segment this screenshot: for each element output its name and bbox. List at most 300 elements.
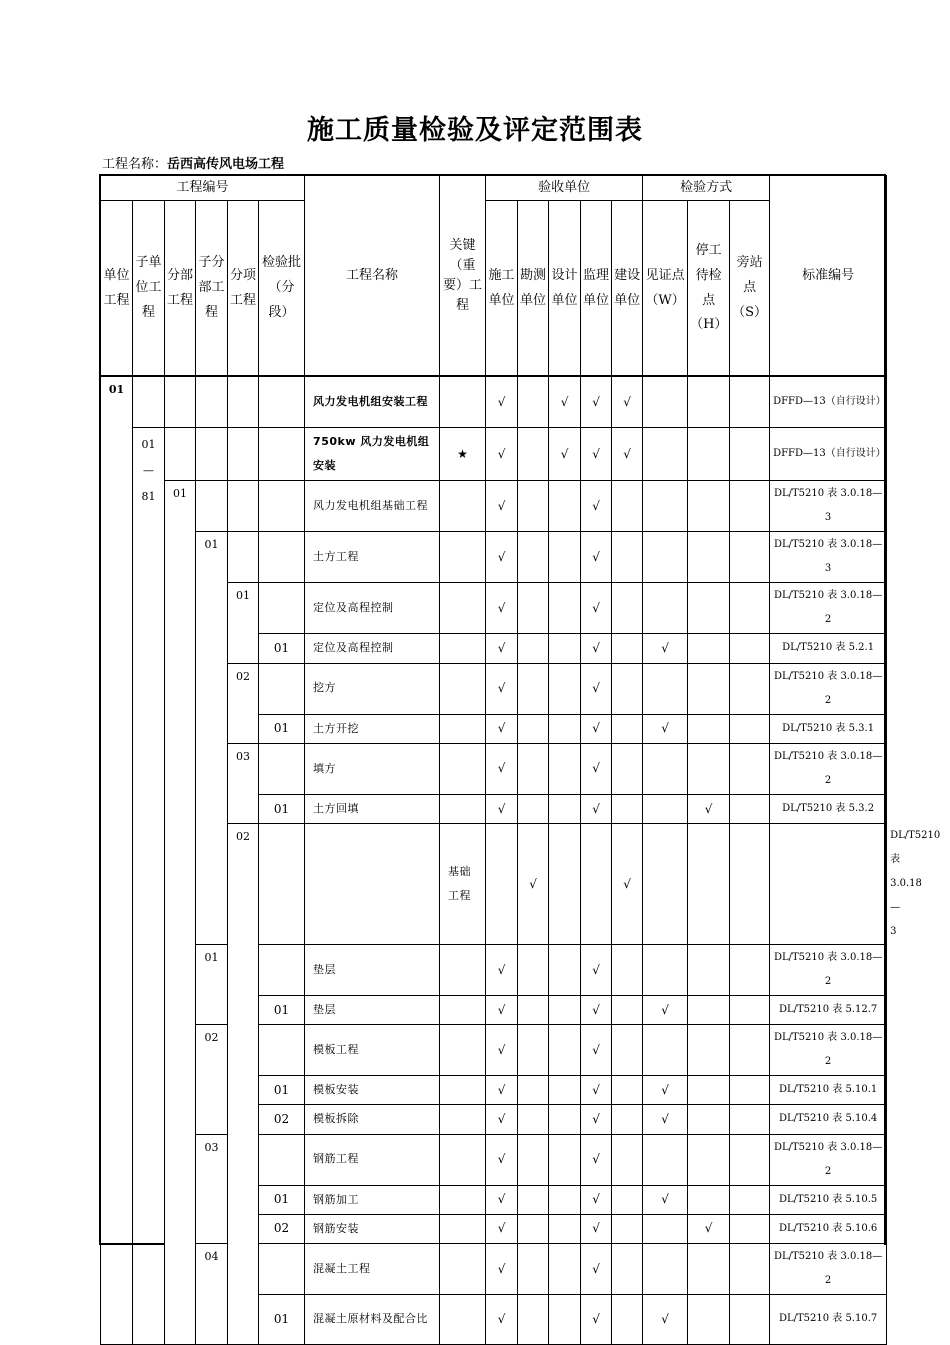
standard-cell: DL/T5210 表 5.12.7 (770, 995, 887, 1024)
empty-cell (259, 1134, 305, 1185)
item-code: 04 (196, 1243, 228, 1344)
check-mark: √ (486, 428, 518, 481)
header-batch: 检验批（分段） (259, 201, 305, 377)
item-code: 01 (196, 944, 228, 1024)
check-mark: √ (486, 1185, 518, 1214)
standard-cell: DL/T5210 表 3.0.18—3 (770, 481, 887, 532)
empty-cell (688, 428, 730, 481)
check-mark: √ (486, 995, 518, 1024)
empty-cell (730, 1105, 770, 1134)
empty-cell (518, 634, 549, 663)
empty-cell (518, 583, 549, 634)
project-name-cell: 风力发电机组基础工程 (305, 481, 440, 532)
empty-cell (612, 1076, 643, 1105)
check-mark: √ (486, 1025, 518, 1076)
check-mark: √ (612, 823, 643, 944)
empty-cell (730, 634, 770, 663)
header-witness: 见证点（W） (643, 201, 688, 377)
document-title: 施工质量检验及评定范围表 (307, 115, 643, 146)
empty-cell (688, 634, 730, 663)
project-name-cell: 模板工程 (305, 1025, 440, 1076)
header-row-1 (101, 176, 887, 201)
project-name-cell: 750kw 风力发电机组安装 (305, 428, 440, 481)
check-mark: √ (612, 428, 643, 481)
project-name-cell: 挖方 (305, 663, 440, 714)
empty-cell (730, 1243, 770, 1294)
empty-cell (612, 1294, 643, 1344)
witness-check: √ (643, 634, 688, 663)
header-unit-project: 单位工程 (101, 201, 133, 377)
empty-cell (643, 823, 688, 944)
empty-cell (518, 377, 549, 428)
check-mark: √ (581, 428, 612, 481)
project-name-cell: 垫层 (305, 995, 440, 1024)
header-accept-group: 验收单位 (486, 176, 643, 201)
empty-cell (549, 823, 581, 944)
check-mark: √ (581, 1105, 612, 1134)
witness-check: √ (643, 714, 688, 743)
empty-cell (549, 1185, 581, 1214)
table-row: 02 基础工程 √ √ DL/T5210 表 3.0.18—3 (101, 823, 887, 944)
empty-cell (688, 1294, 730, 1344)
project-name-cell: 模板安装 (305, 1076, 440, 1105)
check-mark: √ (581, 663, 612, 714)
standard-cell: DL/T5210 表 5.3.1 (770, 714, 887, 743)
empty-cell (643, 794, 688, 823)
empty-cell (165, 377, 196, 428)
project-name-cell: 定位及高程控制 (305, 634, 440, 663)
key-cell (440, 1076, 486, 1105)
check-mark: √ (581, 743, 612, 794)
table-row (101, 377, 887, 428)
division-code: 01 (165, 481, 196, 1345)
empty-cell (612, 743, 643, 794)
empty-cell (612, 1025, 643, 1076)
project-name-cell: 填方 (305, 743, 440, 794)
sub-unit-code: 01—81 (133, 428, 165, 1345)
empty-cell (730, 1294, 770, 1344)
inspection-scope-table (100, 175, 941, 1345)
empty-cell (581, 823, 612, 944)
empty-cell (518, 944, 549, 995)
empty-cell (549, 634, 581, 663)
key-cell (440, 634, 486, 663)
check-mark: √ (486, 1294, 518, 1344)
empty-cell (549, 1243, 581, 1294)
empty-cell (549, 532, 581, 583)
empty-cell (688, 532, 730, 583)
empty-cell (228, 377, 259, 428)
batch-code: 01 (259, 1076, 305, 1105)
empty-cell (730, 1214, 770, 1243)
sub-division-code: 02 (228, 823, 259, 1344)
check-mark: √ (486, 634, 518, 663)
empty-cell (730, 583, 770, 634)
key-cell (440, 1025, 486, 1076)
standard-cell: DL/T5210 表 5.10.1 (770, 1076, 887, 1105)
table-row (101, 1243, 887, 1294)
witness-check: √ (643, 1185, 688, 1214)
empty-cell (259, 583, 305, 634)
hold-check: √ (688, 1214, 730, 1243)
empty-cell (259, 481, 305, 532)
item-code: 01 (228, 583, 259, 663)
empty-cell (196, 377, 228, 428)
empty-cell (259, 823, 305, 944)
item-code: 03 (196, 1134, 228, 1243)
empty-cell (730, 1185, 770, 1214)
empty-cell (518, 1214, 549, 1243)
project-name-cell: 钢筋加工 (305, 1185, 440, 1214)
empty-cell (549, 481, 581, 532)
check-mark: √ (581, 1025, 612, 1076)
empty-cell (643, 532, 688, 583)
check-mark: √ (486, 1214, 518, 1243)
empty-cell (196, 481, 228, 532)
empty-cell (228, 481, 259, 532)
check-mark: √ (549, 377, 581, 428)
empty-cell (688, 1185, 730, 1214)
project-name-cell: 混凝土原材料及配合比 (305, 1294, 440, 1344)
check-mark: √ (486, 1076, 518, 1105)
empty-cell (259, 944, 305, 995)
empty-cell (643, 1214, 688, 1243)
empty-cell (612, 1214, 643, 1243)
empty-cell (259, 1025, 305, 1076)
empty-cell (612, 1243, 643, 1294)
empty-cell (612, 1134, 643, 1185)
key-star: ★ (440, 428, 486, 481)
key-cell (440, 1185, 486, 1214)
empty-cell (688, 377, 730, 428)
project-line (102, 153, 284, 172)
check-mark: √ (486, 794, 518, 823)
header-standby: 旁站点（S） (730, 201, 770, 377)
check-mark: √ (518, 823, 549, 944)
empty-cell (518, 995, 549, 1024)
witness-check: √ (643, 1294, 688, 1344)
empty-cell (688, 944, 730, 995)
standard-cell: DL/T5210 表 5.10.5 (770, 1185, 887, 1214)
empty-cell (165, 428, 196, 481)
empty-cell (612, 1105, 643, 1134)
empty-cell (612, 481, 643, 532)
empty-cell (549, 1076, 581, 1105)
standard-cell: DL/T5210 表 3.0.18—2 (770, 743, 887, 794)
table-row (101, 944, 887, 995)
header-method-group: 检验方式 (643, 176, 770, 201)
check-mark: √ (486, 1105, 518, 1134)
empty-cell (612, 532, 643, 583)
empty-cell (518, 532, 549, 583)
empty-cell (518, 1185, 549, 1214)
empty-cell (518, 481, 549, 532)
empty-cell (549, 583, 581, 634)
empty-cell (688, 1025, 730, 1076)
header-hold: 停工待检点（H） (688, 201, 730, 377)
empty-cell (730, 532, 770, 583)
empty-cell (228, 532, 259, 583)
project-name-cell: 钢筋安装 (305, 1214, 440, 1243)
empty-cell (730, 944, 770, 995)
header-code-group: 工程编号 (101, 176, 305, 201)
key-cell (440, 532, 486, 583)
header-survey: 勘测单位 (518, 201, 549, 377)
empty-cell (259, 377, 305, 428)
empty-cell (518, 1243, 549, 1294)
standard-cell: DL/T5210 表 5.10.7 (770, 1294, 887, 1344)
empty-cell (688, 714, 730, 743)
empty-cell (549, 1025, 581, 1076)
table-row (101, 481, 887, 532)
standard-cell: DL/T5210 表 3.0.18—2 (770, 944, 887, 995)
empty-cell (612, 1185, 643, 1214)
project-name-cell: 模板拆除 (305, 1105, 440, 1134)
batch-code: 01 (259, 634, 305, 663)
empty-cell (259, 532, 305, 583)
check-mark: √ (486, 714, 518, 743)
key-cell (440, 583, 486, 634)
header-supervision: 监理单位 (581, 201, 612, 377)
empty-cell (549, 1294, 581, 1344)
key-cell (440, 1294, 486, 1344)
empty-cell (688, 1134, 730, 1185)
check-mark: √ (581, 481, 612, 532)
empty-cell (549, 663, 581, 714)
empty-cell (259, 743, 305, 794)
batch-code: 01 (259, 714, 305, 743)
key-cell (440, 1243, 486, 1294)
empty-cell (612, 794, 643, 823)
empty-cell (549, 1105, 581, 1134)
project-label: 工程名称： (102, 157, 168, 172)
check-mark: √ (581, 1214, 612, 1243)
empty-cell (730, 481, 770, 532)
check-mark: √ (581, 634, 612, 663)
project-name-cell: 钢筋工程 (305, 1134, 440, 1185)
standard-cell: DL/T5210 表 3.0.18—3 (770, 532, 887, 583)
check-mark: √ (549, 428, 581, 481)
empty-cell (730, 1134, 770, 1185)
header-division: 分部工程 (165, 201, 196, 377)
check-mark: √ (486, 1134, 518, 1185)
empty-cell (688, 481, 730, 532)
check-mark: √ (581, 944, 612, 995)
batch-code: 02 (259, 1105, 305, 1134)
check-mark: √ (581, 995, 612, 1024)
check-mark: √ (581, 1134, 612, 1185)
check-mark: √ (581, 714, 612, 743)
check-mark: √ (581, 1076, 612, 1105)
empty-cell (643, 583, 688, 634)
empty-cell (688, 1243, 730, 1294)
empty-cell (688, 1076, 730, 1105)
empty-cell (688, 663, 730, 714)
empty-cell (518, 714, 549, 743)
header-sub-unit-project: 子单位工程 (133, 201, 165, 377)
standard-cell: DL/T5210 表 3.0.18—2 (770, 663, 887, 714)
check-mark: √ (486, 663, 518, 714)
standard-cell: DFFD—13（自行设计） (770, 428, 887, 481)
standard-cell: DL/T5210 表 3.0.18—2 (770, 1025, 887, 1076)
project-name-cell: 土方工程 (305, 532, 440, 583)
header-row-2 (101, 201, 887, 377)
key-cell (440, 794, 486, 823)
witness-check: √ (643, 995, 688, 1024)
check-mark: √ (581, 1243, 612, 1294)
check-mark: √ (581, 377, 612, 428)
empty-cell (643, 1134, 688, 1185)
header-owner: 建设单位 (612, 201, 643, 377)
key-cell (440, 1134, 486, 1185)
header-sub-division: 子分部工程 (196, 201, 228, 377)
empty-cell (133, 377, 165, 428)
witness-check: √ (643, 1105, 688, 1134)
key-cell (440, 1214, 486, 1243)
standard-cell: DL/T5210 表 3.0.18—2 (770, 583, 887, 634)
check-mark: √ (486, 481, 518, 532)
empty-cell (730, 794, 770, 823)
empty-cell (730, 995, 770, 1024)
empty-cell (518, 1134, 549, 1185)
empty-cell (730, 377, 770, 428)
check-mark: √ (581, 1185, 612, 1214)
header-name: 工程名称 (305, 176, 440, 377)
empty-cell (518, 1025, 549, 1076)
project-name-cell: 土方回填 (305, 794, 440, 823)
empty-cell (259, 663, 305, 714)
empty-cell (688, 1105, 730, 1134)
empty-cell (730, 663, 770, 714)
check-mark: √ (581, 532, 612, 583)
empty-cell (643, 663, 688, 714)
item-code: 02 (228, 663, 259, 743)
empty-cell (549, 714, 581, 743)
empty-cell (518, 663, 549, 714)
empty-cell (730, 1076, 770, 1105)
item-code: 03 (228, 743, 259, 823)
check-mark: √ (486, 583, 518, 634)
standard-cell: DL/T5210 表 3.0.18—2 (770, 1134, 887, 1185)
empty-cell (643, 428, 688, 481)
empty-cell (770, 823, 887, 944)
header-item: 分项工程 (228, 201, 259, 377)
empty-cell (643, 944, 688, 995)
empty-cell (196, 428, 228, 481)
empty-cell (549, 944, 581, 995)
unit-code: 01 (101, 377, 133, 1345)
table-row (101, 1134, 887, 1185)
empty-cell (518, 794, 549, 823)
empty-cell (643, 1243, 688, 1294)
empty-cell (228, 428, 259, 481)
table-row (101, 428, 887, 481)
empty-cell (612, 995, 643, 1024)
check-mark: √ (581, 1294, 612, 1344)
project-name-cell: 风力发电机组安装工程 (305, 377, 440, 428)
standard-cell: DL/T5210 表 5.10.6 (770, 1214, 887, 1243)
item-code: 02 (196, 1025, 228, 1134)
empty-cell (549, 995, 581, 1024)
key-cell (440, 1105, 486, 1134)
key-cell (440, 377, 486, 428)
standard-cell: DFFD—13（自行设计） (770, 377, 887, 428)
empty-cell (643, 1025, 688, 1076)
empty-cell (518, 1076, 549, 1105)
batch-code: 01 (259, 1294, 305, 1344)
empty-cell (688, 823, 730, 944)
empty-cell (688, 995, 730, 1024)
empty-cell (259, 1243, 305, 1294)
project-name: 岳西高传风电场工程 (167, 157, 285, 172)
key-cell (440, 944, 486, 995)
empty-cell (730, 743, 770, 794)
empty-cell (549, 1214, 581, 1243)
empty-cell (549, 743, 581, 794)
check-mark: √ (486, 743, 518, 794)
project-name-cell: 定位及高程控制 (305, 583, 440, 634)
empty-cell (259, 428, 305, 481)
empty-cell (730, 428, 770, 481)
empty-cell (730, 823, 770, 944)
empty-cell (305, 823, 440, 944)
key-cell (440, 995, 486, 1024)
empty-cell (643, 377, 688, 428)
empty-cell (612, 944, 643, 995)
check-mark: √ (581, 794, 612, 823)
batch-code: 01 (259, 995, 305, 1024)
check-mark: √ (581, 583, 612, 634)
empty-cell (643, 481, 688, 532)
empty-cell (518, 1105, 549, 1134)
empty-cell (612, 663, 643, 714)
header-key: 关键（重要）工程 (440, 176, 486, 377)
standard-cell: DL/T5210 表 3.0.18—2 (770, 1243, 887, 1294)
header-design: 设计单位 (549, 201, 581, 377)
header-standard: 标准编号 (770, 176, 887, 377)
table-row (101, 1025, 887, 1076)
empty-cell (518, 1294, 549, 1344)
standard-cell: DL/T5210 表 5.10.4 (770, 1105, 887, 1134)
empty-cell (518, 428, 549, 481)
standard-cell: DL/T5210 表 5.2.1 (770, 634, 887, 663)
check-mark: √ (486, 532, 518, 583)
check-mark: √ (486, 944, 518, 995)
check-mark: √ (486, 377, 518, 428)
empty-cell (730, 714, 770, 743)
witness-check: √ (643, 1076, 688, 1105)
project-name-cell: 垫层 (305, 944, 440, 995)
sub-division-code: 01 (196, 532, 228, 945)
empty-cell (643, 743, 688, 794)
empty-cell (518, 743, 549, 794)
standard-cell: DL/T5210 表 5.3.2 (770, 794, 887, 823)
project-name-cell: 基础工程 (440, 823, 486, 944)
table-row (101, 532, 887, 583)
key-cell (440, 714, 486, 743)
empty-cell (612, 714, 643, 743)
empty-cell (730, 1025, 770, 1076)
batch-code: 01 (259, 794, 305, 823)
batch-code: 01 (259, 1185, 305, 1214)
check-mark: √ (486, 1243, 518, 1294)
header-construction: 施工单位 (486, 201, 518, 377)
project-name-cell: 土方开挖 (305, 714, 440, 743)
key-cell (440, 481, 486, 532)
empty-cell (549, 1134, 581, 1185)
batch-code: 02 (259, 1214, 305, 1243)
empty-cell (688, 583, 730, 634)
